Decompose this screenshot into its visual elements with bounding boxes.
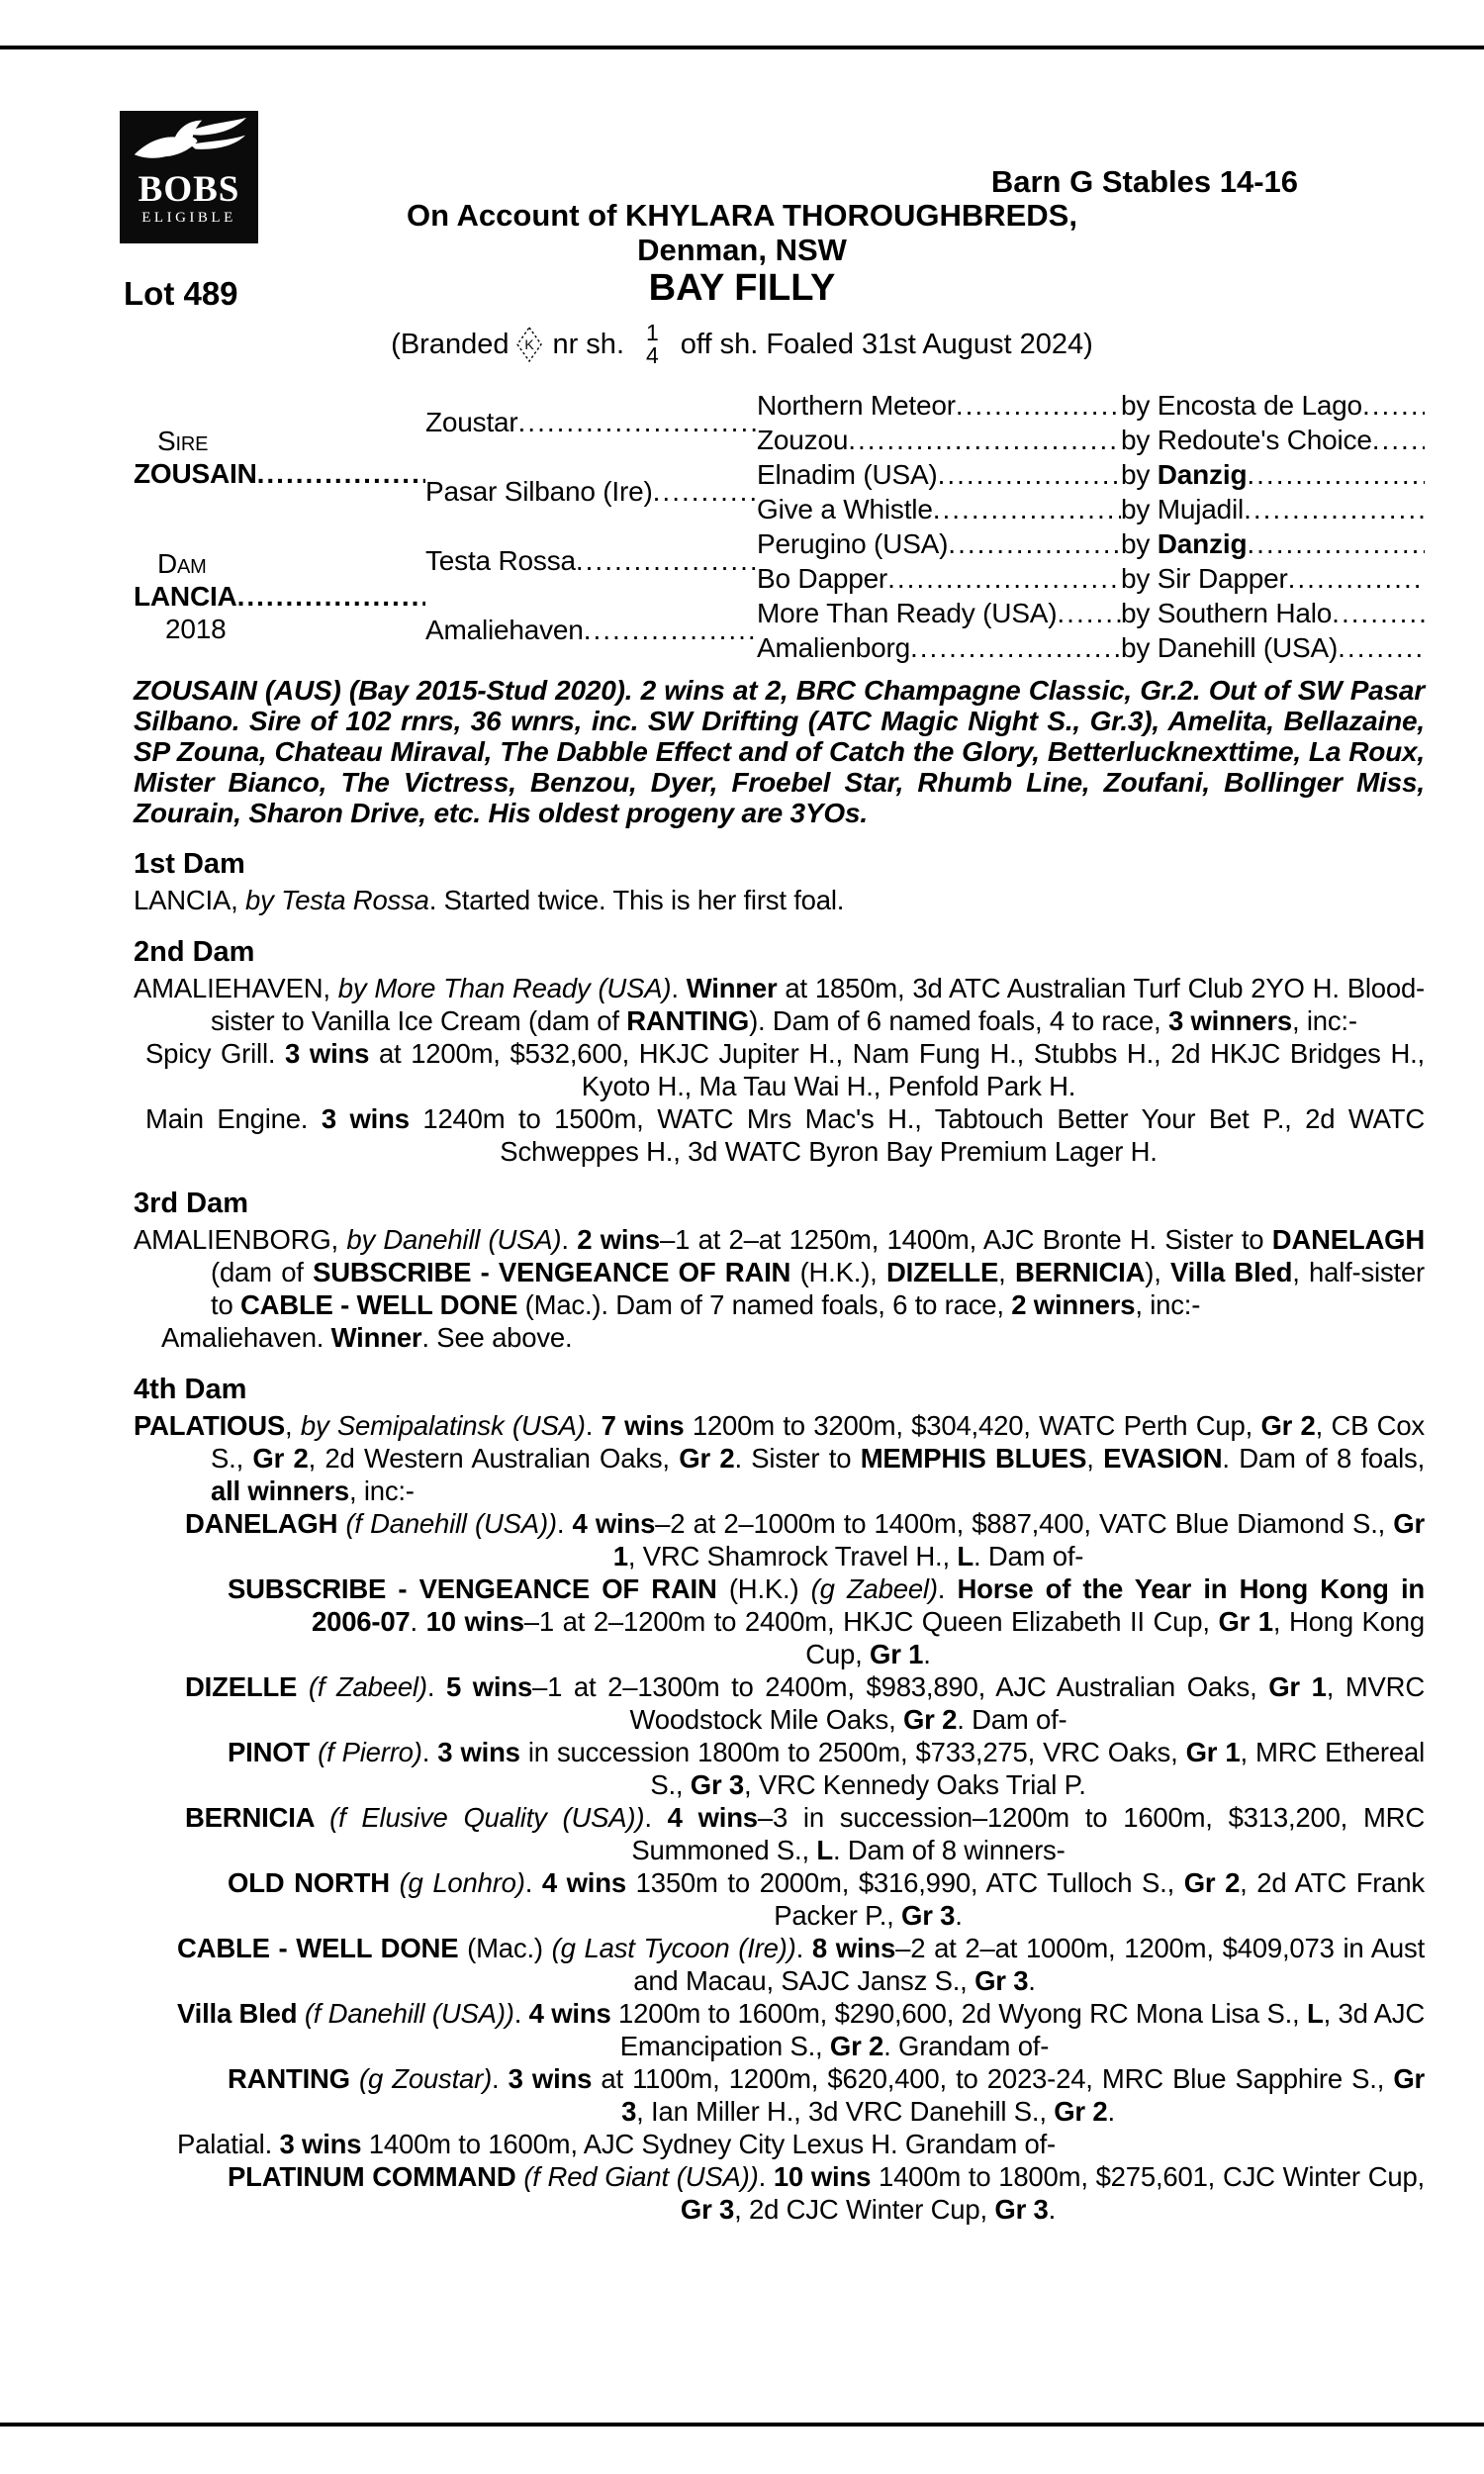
text-run: .: [410, 1606, 426, 1637]
grandparent-name-cell: [757, 494, 1121, 525]
horse-name: Bo Dapper: [757, 562, 888, 594]
text-run: 1400m to 1600m, AJC Sydney City Lexus H. Grandam of-: [361, 2129, 1057, 2159]
text-run: Gr 2: [1260, 1410, 1316, 1441]
text-run: .: [524, 1867, 542, 1898]
grandparent-name-cell: [757, 425, 1121, 456]
dot-leader: [933, 494, 1121, 525]
text-run: by Testa Rossa: [245, 885, 429, 915]
text-run: AMALIEHAVEN,: [134, 973, 338, 1003]
text-run: ZOUSAIN (AUS) (Bay 2015-Stud 2020). 2 wins at 2, BRC Champagne Classic, Gr.2. Out of SW Pasar Silbano. Sire of 102 rnrs, 36 wnrs, inc. SW Drifting (ATC Magic Night S., Gr.3), Amelita, Bellazaine, SP Zouna, Chateau Miraval, The Dabble Effect and of Catch the Glory, Betterlucknexttime, La Roux, Mister Bianco, The Victress, Benzou, Dyer, Froebel Star, Rhumb Line, Zoufani, Bollinger Miss, Zourain, Sharon Drive, etc. His oldest progeny are 3YOs.: [134, 675, 1425, 828]
dot-leader: [938, 459, 1121, 491]
sired-by-cell: [1121, 563, 1425, 595]
text-run: ,: [285, 1410, 301, 1441]
horse-name: More Than Ready (USA): [757, 597, 1058, 628]
text-run: EVASION: [1103, 1443, 1223, 1474]
horse-name: Elnadim (USA): [757, 458, 938, 490]
text-run: DANELAGH: [185, 1508, 346, 1539]
text-run: . Started twice. This is her first foal.: [428, 885, 845, 915]
dot-leader: [1362, 390, 1425, 422]
text-run: . Dam of-: [973, 1541, 1084, 1571]
sired-by-cell: [1121, 598, 1425, 629]
pedigree-col-subject: [134, 388, 425, 665]
pedigree-grandparent-row: [757, 388, 1425, 423]
text-run: .: [937, 1573, 958, 1604]
pedigree-paragraph: [134, 1736, 1425, 1801]
text-run: CABLE - WELL DONE: [177, 1933, 459, 1963]
sired-by-cell: [1121, 494, 1425, 525]
text-run: , Ian Miller H., 3d VRC Danehill S.,: [636, 2096, 1055, 2127]
text-run: Palatial.: [177, 2129, 280, 2159]
text-run: L: [1306, 1998, 1324, 2029]
text-run: .: [644, 1802, 668, 1833]
text-run: (dam of: [211, 1257, 314, 1287]
text-run: .: [671, 973, 687, 1003]
text-run: . Grandam of-: [883, 2031, 1050, 2061]
horse-name: Amalienborg: [757, 631, 910, 663]
horse-name: Amaliehaven: [425, 615, 584, 645]
text-run: (H.K.): [716, 1573, 811, 1604]
pedigree-paragraph: [134, 1409, 1425, 1507]
horse-name: Testa Rossa: [425, 545, 576, 576]
horse-name: Mujadil: [1157, 493, 1245, 524]
text-run: Amaliehaven.: [161, 1322, 331, 1353]
text-run: . Dam of-: [957, 1704, 1067, 1735]
text-run: , 2d ATC Frank Packer P.,: [774, 1867, 1425, 1931]
text-run: (f Zabeel): [308, 1671, 427, 1702]
text-run: Villa Bled: [1170, 1257, 1293, 1287]
dam-name-row: [134, 580, 425, 613]
text-run: DANELAGH: [1271, 1224, 1425, 1255]
text-run: L: [957, 1541, 974, 1571]
text-run: CABLE - WELL DONE: [239, 1289, 518, 1320]
text-run: 1400m to 1800m, $275,601, CJC Winter Cup,: [871, 2161, 1425, 2192]
branded-suffix: off sh. Foaled 31st August 2024): [680, 328, 1093, 360]
pedigree-grandparent-row: [757, 596, 1425, 630]
text-run: , inc:-: [1135, 1289, 1201, 1320]
text-run: (g Zoustar): [359, 2063, 493, 2094]
grandparent-name-cell: [757, 563, 1121, 595]
horse-name: Pasar Silbano (Ire): [425, 476, 653, 507]
text-run: , 3d AJC Emancipation S.,: [619, 1998, 1425, 2061]
text-run: 3 wins: [437, 1737, 520, 1767]
text-run: RANTING: [626, 1005, 750, 1036]
text-run: Gr 2: [679, 1443, 735, 1474]
text-run: by Danehill (USA): [346, 1224, 562, 1255]
sired-by-cell: [1121, 528, 1425, 560]
text-run: SUBSCRIBE - VENGEANCE OF RAIN: [313, 1257, 791, 1287]
pedigree-grandparent-row: [757, 423, 1425, 457]
logo-text-bobs: BOBS: [138, 169, 240, 210]
branded-near-shoulder: nr sh.: [552, 328, 624, 360]
text-run: , VRC Shamrock Travel H.,: [627, 1541, 958, 1571]
brand-fraction-bottom: 4: [646, 342, 659, 368]
text-run: 7 wins: [601, 1410, 685, 1441]
by-prefix: by: [1121, 458, 1158, 490]
text-run: , MRC Ethereal S.,: [650, 1737, 1425, 1800]
text-run: (f Red Giant (USA)): [523, 2161, 759, 2192]
horse-name: Sir Dapper: [1157, 562, 1288, 594]
horse-name: Perugino (USA): [757, 527, 949, 559]
pedigree-paragraph: [134, 2128, 1425, 2160]
horse-name: Danehill (USA): [1157, 631, 1339, 663]
horse-name: LANCIA: [134, 580, 237, 612]
dam-block: [134, 526, 425, 665]
grandparent-name-cell: [757, 390, 1121, 422]
branded-line: [0, 313, 1484, 376]
dam-sections: [134, 848, 1425, 2226]
pedigree-paragraph: [134, 884, 1425, 916]
text-run: OLD NORTH: [228, 1867, 400, 1898]
dot-leader: [910, 632, 1121, 664]
text-run: BERNICIA: [1014, 1257, 1146, 1287]
horse-name: Danzig: [1157, 458, 1248, 490]
horse-name: Zoustar: [425, 407, 518, 437]
text-run: .: [1028, 1965, 1036, 1996]
dam-section-heading: 2nd Dam: [134, 936, 255, 968]
text-run: Gr 1: [1268, 1671, 1327, 1702]
by-prefix: by: [1121, 527, 1158, 559]
dot-leader: [1057, 598, 1121, 629]
text-run: (f Elusive Quality (USA)): [329, 1802, 645, 1833]
text-run: , MVRC Woodstock Mile Oaks,: [629, 1671, 1425, 1735]
text-run: 4 wins: [572, 1508, 656, 1539]
dot-leader: [1332, 598, 1425, 629]
text-run: .: [492, 2063, 509, 2094]
bottom-rule: [0, 2423, 1484, 2426]
sire-summary-paragraph: [134, 675, 1425, 828]
dot-leader: [584, 615, 757, 646]
text-run: in succession 1800m to 2500m, $733,275, VRC Oaks,: [519, 1737, 1186, 1767]
dot-leader: [956, 390, 1121, 422]
pedigree-parent-row: [425, 596, 757, 665]
grandparent-name-cell: [757, 632, 1121, 664]
text-run: 1350m to 2000m, $316,990, ATC Tulloch S.,: [625, 1867, 1184, 1898]
text-run: at 1850m, 3d ATC Australian Turf Club 2YO H. Blood-sister to Vanilla Ice Cream (dam of: [211, 973, 1426, 1036]
text-run: .: [585, 1410, 602, 1441]
sired-by-cell: [1121, 632, 1425, 664]
text-run: Gr 2: [829, 2031, 884, 2061]
text-run: Main Engine.: [145, 1103, 322, 1134]
text-run: .: [556, 1508, 573, 1539]
text-run: Gr 3: [974, 1965, 1029, 1996]
text-run: 1200m to 3200m, $304,420, WATC Perth Cup,: [684, 1410, 1261, 1441]
text-run: Gr 3: [901, 1900, 956, 1931]
pedigree-grandparent-row: [757, 561, 1425, 596]
dot-leader: [1338, 632, 1425, 664]
dam-section-heading: 3rd Dam: [134, 1188, 249, 1219]
pedigree-table: [134, 388, 1425, 665]
dam-label: Dam: [157, 547, 207, 579]
text-run: (g Zabeel): [810, 1573, 938, 1604]
pedigree-grandparent-row: [757, 526, 1425, 561]
text-run: at 1100m, 1200m, $620,400, to 2023-24, MRC Blue Sapphire S.,: [592, 2063, 1394, 2094]
text-run: 4 wins: [528, 1998, 611, 2029]
text-run: , inc:-: [348, 1475, 415, 1506]
barn-stables-label: Barn G Stables 14-16: [990, 164, 1298, 199]
text-run: Gr 1: [612, 1508, 1425, 1571]
sired-by-cell: [1121, 425, 1425, 456]
text-run: . See above.: [421, 1322, 573, 1353]
sired-by-cell: [1121, 390, 1425, 422]
dam-foaling-year: 2018: [165, 613, 227, 644]
text-run: Gr 3: [621, 2063, 1426, 2127]
pedigree-paragraph: [134, 1572, 1425, 1670]
by-prefix: by: [1121, 389, 1158, 421]
text-run: 3 wins: [285, 1038, 370, 1069]
text-run: 1240m to 1500m, WATC Mrs Mac's H., Tabtouch Better Your Bet P., 2d WATC Schweppes H., 3d WATC Byron Bay Premium Lager H.: [409, 1103, 1425, 1167]
text-run: Gr 2: [252, 1443, 309, 1474]
pedigree-col-parents: [425, 388, 757, 665]
dot-leader: [948, 528, 1121, 560]
dot-leader: [1247, 528, 1425, 560]
text-run: , CB Cox S.,: [211, 1410, 1425, 1474]
text-run: Gr 3: [994, 2194, 1049, 2225]
text-run: , 2d Western Australian Oaks,: [308, 1443, 680, 1474]
text-run: , half-sister to: [211, 1257, 1426, 1320]
dot-leader: [887, 563, 1121, 595]
pedigree-paragraph: [134, 1866, 1425, 1932]
dot-leader: [576, 545, 757, 577]
dot-leader: [1372, 425, 1425, 456]
brand-fraction-top: 1: [646, 320, 659, 345]
branded-prefix: (Branded: [391, 328, 510, 360]
text-run: 3 wins: [279, 2129, 362, 2159]
pedigree-paragraph: [134, 1997, 1425, 2062]
pedigree-col-grandparents: [757, 388, 1425, 665]
text-run: 3 wins: [508, 2063, 593, 2094]
text-run: 1200m to 1600m, $290,600, 2d Wyong RC Mona Lisa S.,: [610, 1998, 1307, 2029]
text-run: –3 in succession–1200m to 1600m, $313,200, MRC Summoned S.,: [631, 1802, 1425, 1865]
text-run: 3 wins: [321, 1103, 410, 1134]
grandparent-name-cell: [757, 459, 1121, 491]
text-run: at 1200m, $532,600, HKJC Jupiter H., Nam Fung H., Stubbs H., 2d HKJC Bridges H., Kyoto H., Ma Tau Wai H., Penfold Park H.: [369, 1038, 1425, 1101]
text-run: 5 wins: [445, 1671, 533, 1702]
text-run: .: [1048, 2194, 1057, 2225]
text-run: ,: [998, 1257, 1015, 1287]
text-run: .: [513, 1998, 529, 2029]
text-run: DIZELLE: [885, 1257, 999, 1287]
text-run: .: [955, 1900, 963, 1931]
text-run: , Hong Kong Cup,: [805, 1606, 1425, 1669]
horse-name: Danzig: [1157, 527, 1248, 559]
brand-fraction: [646, 322, 659, 367]
vendor-account-line: On Account of KHYLARA THOROUGHBREDS,: [407, 198, 1077, 233]
text-run: (g Last Tycoon (Ire)): [551, 1933, 796, 1963]
horse-name: Southern Halo: [1157, 597, 1333, 628]
pedigree-paragraph: [134, 1507, 1425, 1572]
text-run: MEMPHIS BLUES: [860, 1443, 1087, 1474]
text-run: L: [816, 1835, 833, 1865]
brand-mark-icon: [516, 327, 542, 362]
by-prefix: by: [1121, 562, 1158, 594]
sire-label: Sire: [157, 426, 209, 456]
text-run: PALATIOUS: [134, 1410, 286, 1441]
text-run: Winner: [686, 973, 778, 1003]
horse-name: ZOUSAIN: [134, 458, 257, 489]
text-run: 2 wins: [577, 1224, 661, 1255]
grandparent-name-cell: [757, 528, 1121, 560]
dot-leader: [1288, 563, 1425, 595]
text-run: –1 at 2–1200m to 2400m, HKJC Queen Elizabeth II Cup,: [523, 1606, 1219, 1637]
text-run: (f Danehill (USA)): [304, 1998, 514, 2029]
text-run: SUBSCRIBE - VENGEANCE OF RAIN: [228, 1573, 717, 1604]
dam-section-heading: 1st Dam: [134, 848, 245, 880]
text-run: .: [795, 1933, 812, 1963]
text-run: . Dam of 8 winners-: [832, 1835, 1066, 1865]
pedigree-paragraph: [134, 1037, 1425, 1102]
text-run: .: [426, 1671, 446, 1702]
text-run: .: [758, 2161, 774, 2192]
by-prefix: by: [1121, 493, 1158, 524]
dot-leader: [653, 476, 757, 508]
text-run: , inc:-: [1292, 1005, 1357, 1036]
text-run: 4 wins: [667, 1802, 758, 1833]
text-run: (f Pierro): [318, 1737, 422, 1767]
text-run: Spicy Grill.: [145, 1038, 286, 1069]
dot-leader: [1247, 459, 1425, 491]
text-run: .: [923, 1639, 931, 1669]
text-run: , 2d CJC Winter Cup,: [734, 2194, 995, 2225]
text-run: ,: [1086, 1443, 1104, 1474]
by-prefix: by: [1121, 424, 1158, 455]
text-run: BERNICIA: [185, 1802, 330, 1833]
text-run: –2 at 2–at 1000m, 1200m, $409,073 in Aust and Macau, SAJC Jansz S.,: [633, 1933, 1426, 1996]
text-run: Villa Bled: [177, 1998, 305, 2029]
dot-leader: [257, 457, 425, 490]
horse-name: Zouzou: [757, 424, 849, 455]
text-run: 10 wins: [773, 2161, 872, 2192]
text-run: . Sister to: [734, 1443, 861, 1474]
pedigree-grandparent-row: [757, 630, 1425, 665]
text-run: Gr 2: [902, 1704, 958, 1735]
text-run: , VRC Kennedy Oaks Trial P.: [744, 1769, 1086, 1800]
text-run: –1 at 2–1300m to 2400m, $983,890, AJC Australian Oaks,: [532, 1671, 1269, 1702]
by-prefix: by: [1121, 631, 1158, 663]
text-run: PLATINUM COMMAND: [228, 2161, 524, 2192]
pedigree-paragraph: [134, 2160, 1425, 2226]
text-run: .: [1107, 2096, 1115, 2127]
text-run: –1 at 2–at 1250m, 1400m, AJC Bronte H. Sister to: [660, 1224, 1272, 1255]
pedigree-parent-row: [425, 526, 757, 596]
text-run: by More Than Ready (USA): [337, 973, 672, 1003]
pedigree-paragraph: [134, 1223, 1425, 1321]
grandparent-name-cell: [757, 598, 1121, 629]
pedigree-parent-row: [425, 388, 757, 457]
text-run: . Dam of 8 foals,: [1222, 1443, 1426, 1474]
text-run: (Mac.). Dam of 7 named foals, 6 to race,: [517, 1289, 1012, 1320]
pedigree-paragraph: [134, 972, 1425, 1037]
dot-leader: [518, 407, 757, 438]
horse-name: Redoute's Choice: [1157, 424, 1372, 455]
pedigree-paragraph: [134, 1801, 1425, 1866]
pedigree-paragraph: [134, 1932, 1425, 1997]
sire-name-row: [134, 457, 425, 490]
text-run: 4 wins: [541, 1867, 626, 1898]
text-run: Gr 1: [870, 1639, 924, 1669]
pedigree-parent-row: [425, 457, 757, 526]
text-run: AMALIENBORG,: [134, 1224, 347, 1255]
text-run: (f Danehill (USA)): [345, 1508, 557, 1539]
lot-number: Lot 489: [124, 275, 238, 312]
text-run: by Semipalatinsk (USA): [300, 1410, 586, 1441]
dot-leader: [237, 580, 425, 613]
dot-leader: [848, 425, 1121, 456]
logo-text-eligible: ELIGIBLE: [141, 210, 236, 226]
page-title: BAY FILLY: [648, 267, 836, 309]
text-run: ),: [1145, 1257, 1171, 1287]
svg-text:K: K: [524, 336, 535, 352]
pedigree-grandparent-row: [757, 492, 1425, 526]
text-run: (H.K.),: [790, 1257, 886, 1287]
pedigree-text-content: [134, 675, 1425, 2226]
pedigree-grandparent-row: [757, 457, 1425, 492]
text-run: DIZELLE: [185, 1671, 309, 1702]
text-run: LANCIA,: [134, 885, 246, 915]
pedigree-paragraph: [134, 1321, 1425, 1354]
pedigree-paragraph: [134, 1102, 1425, 1168]
text-run: Gr 1: [1185, 1737, 1241, 1767]
text-run: 10 wins: [425, 1606, 524, 1637]
text-run: .: [561, 1224, 578, 1255]
text-run: Gr 3: [690, 1769, 745, 1800]
sire-block: [134, 388, 425, 526]
text-run: .: [421, 1737, 438, 1767]
text-run: Winner: [330, 1322, 422, 1353]
text-run: Horse of the Year in Hong Kong in 2006-07: [312, 1573, 1425, 1637]
text-run: PINOT: [228, 1737, 319, 1767]
text-run: (g Lonhro): [399, 1867, 525, 1898]
pedigree-paragraph: [134, 1670, 1425, 1736]
dam-section-heading: 4th Dam: [134, 1374, 247, 1405]
sired-by-cell: [1121, 459, 1425, 491]
text-run: 3 winners: [1167, 1005, 1292, 1036]
top-rule: [0, 46, 1484, 49]
text-run: (Mac.): [458, 1933, 552, 1963]
text-run: Gr 2: [1183, 1867, 1241, 1898]
text-run: all winners: [211, 1475, 349, 1506]
pedigree-paragraph: [134, 2062, 1425, 2128]
text-run: RANTING: [228, 2063, 360, 2094]
text-run: Gr 2: [1054, 2096, 1108, 2127]
text-run: 2 winners: [1011, 1289, 1136, 1320]
text-run: 8 wins: [811, 1933, 896, 1963]
text-run: Gr 3: [680, 2194, 735, 2225]
vendor-location-line: Denman, NSW: [637, 233, 847, 267]
horse-head-icon: [129, 116, 249, 173]
horse-name: Encosta de Lago: [1157, 389, 1362, 421]
text-run: Gr 1: [1218, 1606, 1273, 1637]
text-run: ). Dam of 6 named foals, 4 to race,: [749, 1005, 1168, 1036]
by-prefix: by: [1121, 597, 1158, 628]
horse-name: Give a Whistle: [757, 493, 933, 524]
dot-leader: [1244, 494, 1425, 525]
text-run: –2 at 2–1000m to 1400m, $887,400, VATC Blue Diamond S.,: [655, 1508, 1394, 1539]
horse-name: Northern Meteor: [757, 389, 956, 421]
